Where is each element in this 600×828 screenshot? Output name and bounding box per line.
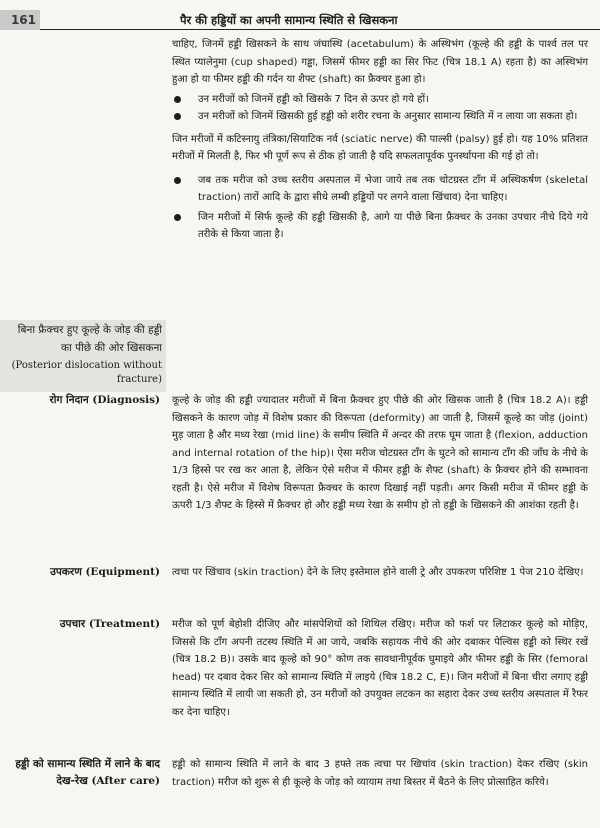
intro-paragraph: चाहिए, जिनमें हड्डी खिसकने के साथ जंघास्थि (acetabulum) के अस्थिभंग (कूल्हे की हड्डी के पार्श्व तल पर स्थित प्यालेनुमा (cup shaped) गड्ढा, जिसमें फीमर हड्डी का सिर फिट (चित्र 18.1 A) रहता है) का अस्थिभंग हुआ हो या फीमर हड्डी की गर्दन या शैफ्ट (shaft) का फ्रैक्चर हुआ हो। bbox=[172, 39, 588, 85]
bullet-icon bbox=[174, 96, 181, 103]
heading-english: (Diagnosis) bbox=[92, 394, 160, 406]
treatment-paragraph: मरीज को पूर्ण बेहोशी दीजिए और मांसपेशियों को शिथिल रखिए। मरीज को फर्श पर लिटाकर कूल्हे को मोड़िए, जिससे कि टाँग अपनी तटस्थ स्थिति में आ जाये, जबकि सहायक नीचे की ओर दबाकर पेल्विस हड्डी को स्थिर रखें (चित्र 18.2 B)। उसके बाद कूल्हे को 90° कोण तक सावधानीपूर्वक घुमाइये और फीमर हड्डी के सिर (femoral head) पर दबाव देकर सिर को सामान्य स्थिति में लाइये (चित्र 18.2 C, E)। जिन मरीजों में बिना चीरा लगाए हड्डी सामान्य स्थिति में लायी जा सकती हो, उन मरीजों को उपयुक्त लटकन का सहारा देकर उच्च स्तरीय अस्पताल में रैफर कर देना चाहिए। bbox=[172, 619, 588, 718]
diagnosis-paragraph: कूल्हे के जोड़ की हड्डी ज्यादातर मरीजों में बिना फ्रैक्चर हुए पीछे की ओर खिसक जाती है (चित्र 18.2 A)। हड्डी खिसकने के कारण जोड़ में विशेष प्रकार की विरूपता (deformity) आ जाती है, जिसमें कूल्हे का जोड़ (joint) मुड़ जाता है और मध्य रेखा (mid line) के समीप स्थिति में अन्दर की तरफ घूम जाता है (flexion, adduction and internal rotation of the hip)। ऐसा मरीज चोटग्रस्त टाँग के घुटने को सामान्य टाँग की जाँघ के नीचे के 1/3 हिस्से पर रख कर आता है, लेकिन ऐसे मरीज में फीमर हड्डी के शैफ्ट (shaft) के फ्रैक्चर होने की सम्भावना रहती है। ऐसे मरीज में विशेष विरूपता फ्रैक्चर के कारण दिखाई नहीं पड़ती। अगर किसी मरीज में फीमर हड्डी के ऊपरी 1/3 शैफ्ट के हिस्से में फ्रैक्चर हो और हड्डी मध्य रेखा के समीप हो तो हड्डी के खिसकने की आशंका रहती है। bbox=[172, 395, 588, 511]
bullet-text: जब तक मरीज को उच्च स्तरीय अस्पताल में भेजा जाये तब तक चोटग्रस्त टाँग में अस्थिकर्षण (skeletal traction) तारों आदि के द्वारा सीधे लम्बी हड्डियों पर लगने वाला खिंचाव) देना चाहिए। bbox=[198, 174, 588, 203]
section-heading-treatment bbox=[0, 616, 160, 633]
section-heading-equipment bbox=[0, 564, 160, 581]
bullet-text: उन मरीजों को जिनमें हड्डी को खिसके 7 दिन से ऊपर हो गये हों। bbox=[198, 93, 429, 105]
page-number: 161 bbox=[0, 10, 40, 30]
bullet-list-1 bbox=[172, 91, 588, 126]
side-heading-box bbox=[0, 320, 166, 392]
heading-hindi: उपचार bbox=[59, 618, 86, 630]
heading-hindi: रोग निदान bbox=[49, 394, 89, 406]
aftercare-paragraph: हड्डी को सामान्य स्थिति में लाने के बाद 3 हफ्ते तक त्वचा पर खिचांव (skin traction) देकर रखिए (skin traction) मरीज को शुरू से ही कूल्हे के जोड़ को व्यायाम तथा बिस्तर में बैठने के लिए प्रोत्साहित करिये। bbox=[172, 759, 588, 788]
bullet-icon bbox=[174, 113, 181, 120]
section-heading-diagnosis bbox=[0, 392, 160, 409]
bullet-icon bbox=[174, 177, 181, 184]
bullet-icon bbox=[174, 214, 181, 221]
heading-english: (After care) bbox=[91, 775, 160, 787]
aftercare-block bbox=[172, 756, 588, 791]
sciatic-paragraph: जिन मरीजों में कटिस्नायु तंत्रिका/सियाटिक नर्व (sciatic nerve) की पाल्सी (palsy) हुई हो। यह 10% प्रतिशत मरीजों में मिलती है, फिर भी पूर्ण रूप से ठीक हो जाती है यदि सफलतापूर्वक पुनर्स्थापना की गई हो तो। bbox=[172, 133, 588, 162]
list-item bbox=[172, 108, 588, 126]
list-item bbox=[172, 91, 588, 109]
header-rule bbox=[40, 29, 600, 30]
side-heading-english: (Posterior dislocation without fracture) bbox=[11, 360, 162, 385]
equipment-paragraph: त्वचा पर खिंचाव (skin traction) देने के लिए इस्तेमाल होने वाली ट्रे और उपकरण परिशिष्ट 1 पेज 210 देखिए। bbox=[172, 567, 584, 578]
diagnosis-block bbox=[172, 392, 588, 515]
bullet-text: जिन मरीजों में सिर्फ कूल्हे की हड्डी खिसकी है, आगे या पीछे बिना फ्रैक्चर के उनका उपचार नीचे दिये गये तरीके से किया जाता है। bbox=[198, 211, 588, 240]
list-item bbox=[172, 209, 588, 244]
intro-block bbox=[172, 36, 588, 244]
bullet-text: उन मरीजों को जिनमें खिसकी हुई हड्डी को शरीर रचना के अनुसार सामान्य स्थिति में न लाया जा सकता हो। bbox=[198, 111, 578, 122]
equipment-block bbox=[172, 564, 588, 582]
heading-hindi: हड्डी को सामान्य स्थिति में लाने के बाद देख-रेख bbox=[15, 758, 160, 787]
heading-english: (Equipment) bbox=[85, 566, 160, 578]
running-header-title: पैर की हड्डियों का अपनी सामान्य स्थिति से खिसकना bbox=[180, 13, 398, 27]
section-heading-aftercare bbox=[0, 756, 160, 790]
list-item bbox=[172, 172, 588, 207]
treatment-block bbox=[172, 616, 588, 721]
heading-hindi: उपकरण bbox=[50, 566, 82, 578]
page-header bbox=[0, 0, 600, 30]
side-heading-hindi: बिना फ्रैक्चर हुए कूल्हे के जोड़ की हड्डी का पीछे की ओर खिसकना bbox=[17, 324, 162, 354]
heading-english: (Treatment) bbox=[88, 618, 160, 630]
bullet-list-2 bbox=[172, 172, 588, 244]
